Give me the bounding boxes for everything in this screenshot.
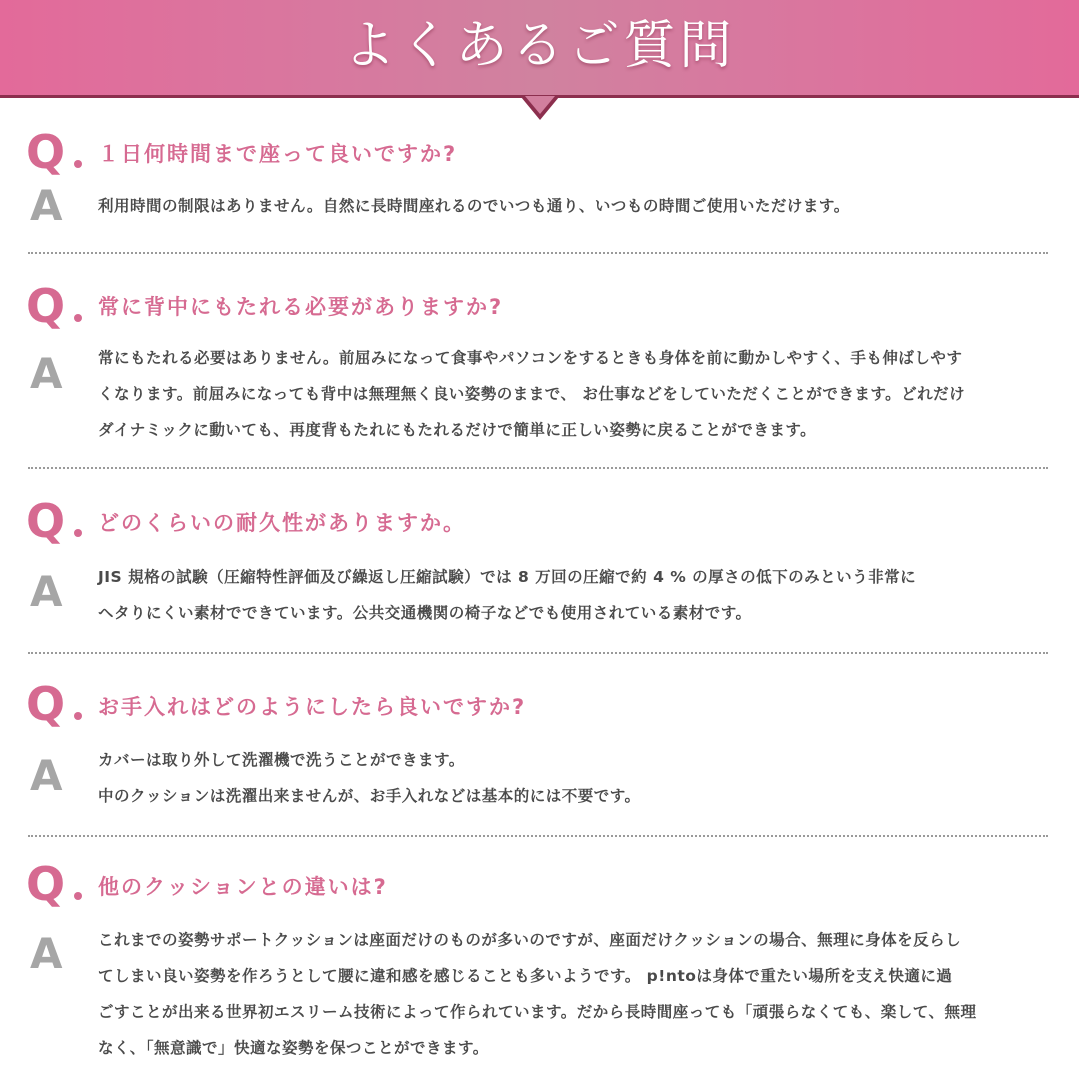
- answer-line: これまでの姿勢サポートクッションは座面だけのものが多いのですが、座面だけクッションの場合、無理に身体を反らし: [98, 931, 962, 949]
- answer-line: ごすことが出来る世界初エスリーム技術によって作られています。だから長時間座っても「頑張らなくても、楽して、無理: [98, 1003, 977, 1021]
- answer-line: くなります。前屈みになっても背中は無理無く良い姿勢のままで、 お仕事などをしていただくことができます。どれだけ: [98, 385, 966, 403]
- answer-line: カバーは取り外して洗濯機で洗うことができます。: [98, 751, 465, 769]
- question-text: お手入れはどのようにしたら良いですか?: [98, 695, 527, 719]
- question-mark-icon: Q: [26, 125, 66, 179]
- answer-mark-icon: A: [30, 349, 63, 398]
- dotted-divider: [28, 835, 1048, 837]
- question-text: 他のクッションとの違いは?: [98, 875, 388, 899]
- answer-mark-icon: A: [30, 181, 63, 230]
- answer-line: なく、「無意識で」快適な姿勢を保つことができます。: [98, 1039, 489, 1057]
- dotted-divider: [28, 467, 1048, 469]
- question-mark-icon: Q: [26, 494, 66, 548]
- answer-line: てしまい良い姿勢を作ろうとして腰に違和感を感じることも多いようです。 p!ntoは身体で重たい場所を支え快適に過: [98, 967, 953, 985]
- dotted-divider: [28, 652, 1048, 654]
- question-dot: [74, 160, 82, 168]
- answer-mark-icon: A: [30, 567, 63, 616]
- question-dot: [74, 314, 82, 322]
- question-dot: [74, 529, 82, 537]
- answer-text: [98, 742, 1058, 814]
- answer-text: [98, 340, 1058, 448]
- answer-line: 中のクッションは洗濯出来ませんが、お手入れなどは基本的には不要です。: [98, 787, 641, 805]
- answer-line: ダイナミックに動いても、再度背もたれにもたれるだけで簡単に正しい姿勢に戻ることができます。: [98, 421, 817, 439]
- question-dot: [74, 892, 82, 900]
- page-title: よくあるご質問: [343, 16, 736, 76]
- answer-line: JIS 規格の試験（圧縮特性評価及び繰返し圧縮試験）では 8 万回の圧縮で約 4 % の厚さの低下のみという非常に: [98, 568, 917, 586]
- question-text: 常に背中にもたれる必要がありますか?: [98, 295, 504, 319]
- answer-line: 利用時間の制限はありません。自然に長時間座れるのでいつも通り、いつもの時間ご使用いただけます。: [98, 197, 850, 215]
- header-notch-fill: [525, 96, 555, 114]
- question-dot: [74, 712, 82, 720]
- question-text: １日何時間まで座って良いですか?: [98, 142, 458, 166]
- question-mark-icon: Q: [26, 677, 66, 731]
- answer-line: 常にもたれる必要はありません。前屈みになって食事やパソコンをするときも身体を前に動かしやすく、手も伸ばしやす: [98, 349, 963, 367]
- answer-text: [98, 188, 1058, 224]
- answer-text: [98, 559, 1058, 631]
- answer-text: [98, 922, 1058, 1066]
- answer-line: ヘタりにくい素材でできています。公共交通機関の椅子などでも使用されている素材です。: [98, 604, 752, 622]
- question-text: どのくらいの耐久性がありますか。: [98, 511, 466, 535]
- answer-mark-icon: A: [30, 751, 63, 800]
- answer-mark-icon: A: [30, 929, 63, 978]
- question-mark-icon: Q: [26, 857, 66, 911]
- dotted-divider: [28, 252, 1048, 254]
- question-mark-icon: Q: [26, 279, 66, 333]
- faq-header-banner: [0, 0, 1079, 98]
